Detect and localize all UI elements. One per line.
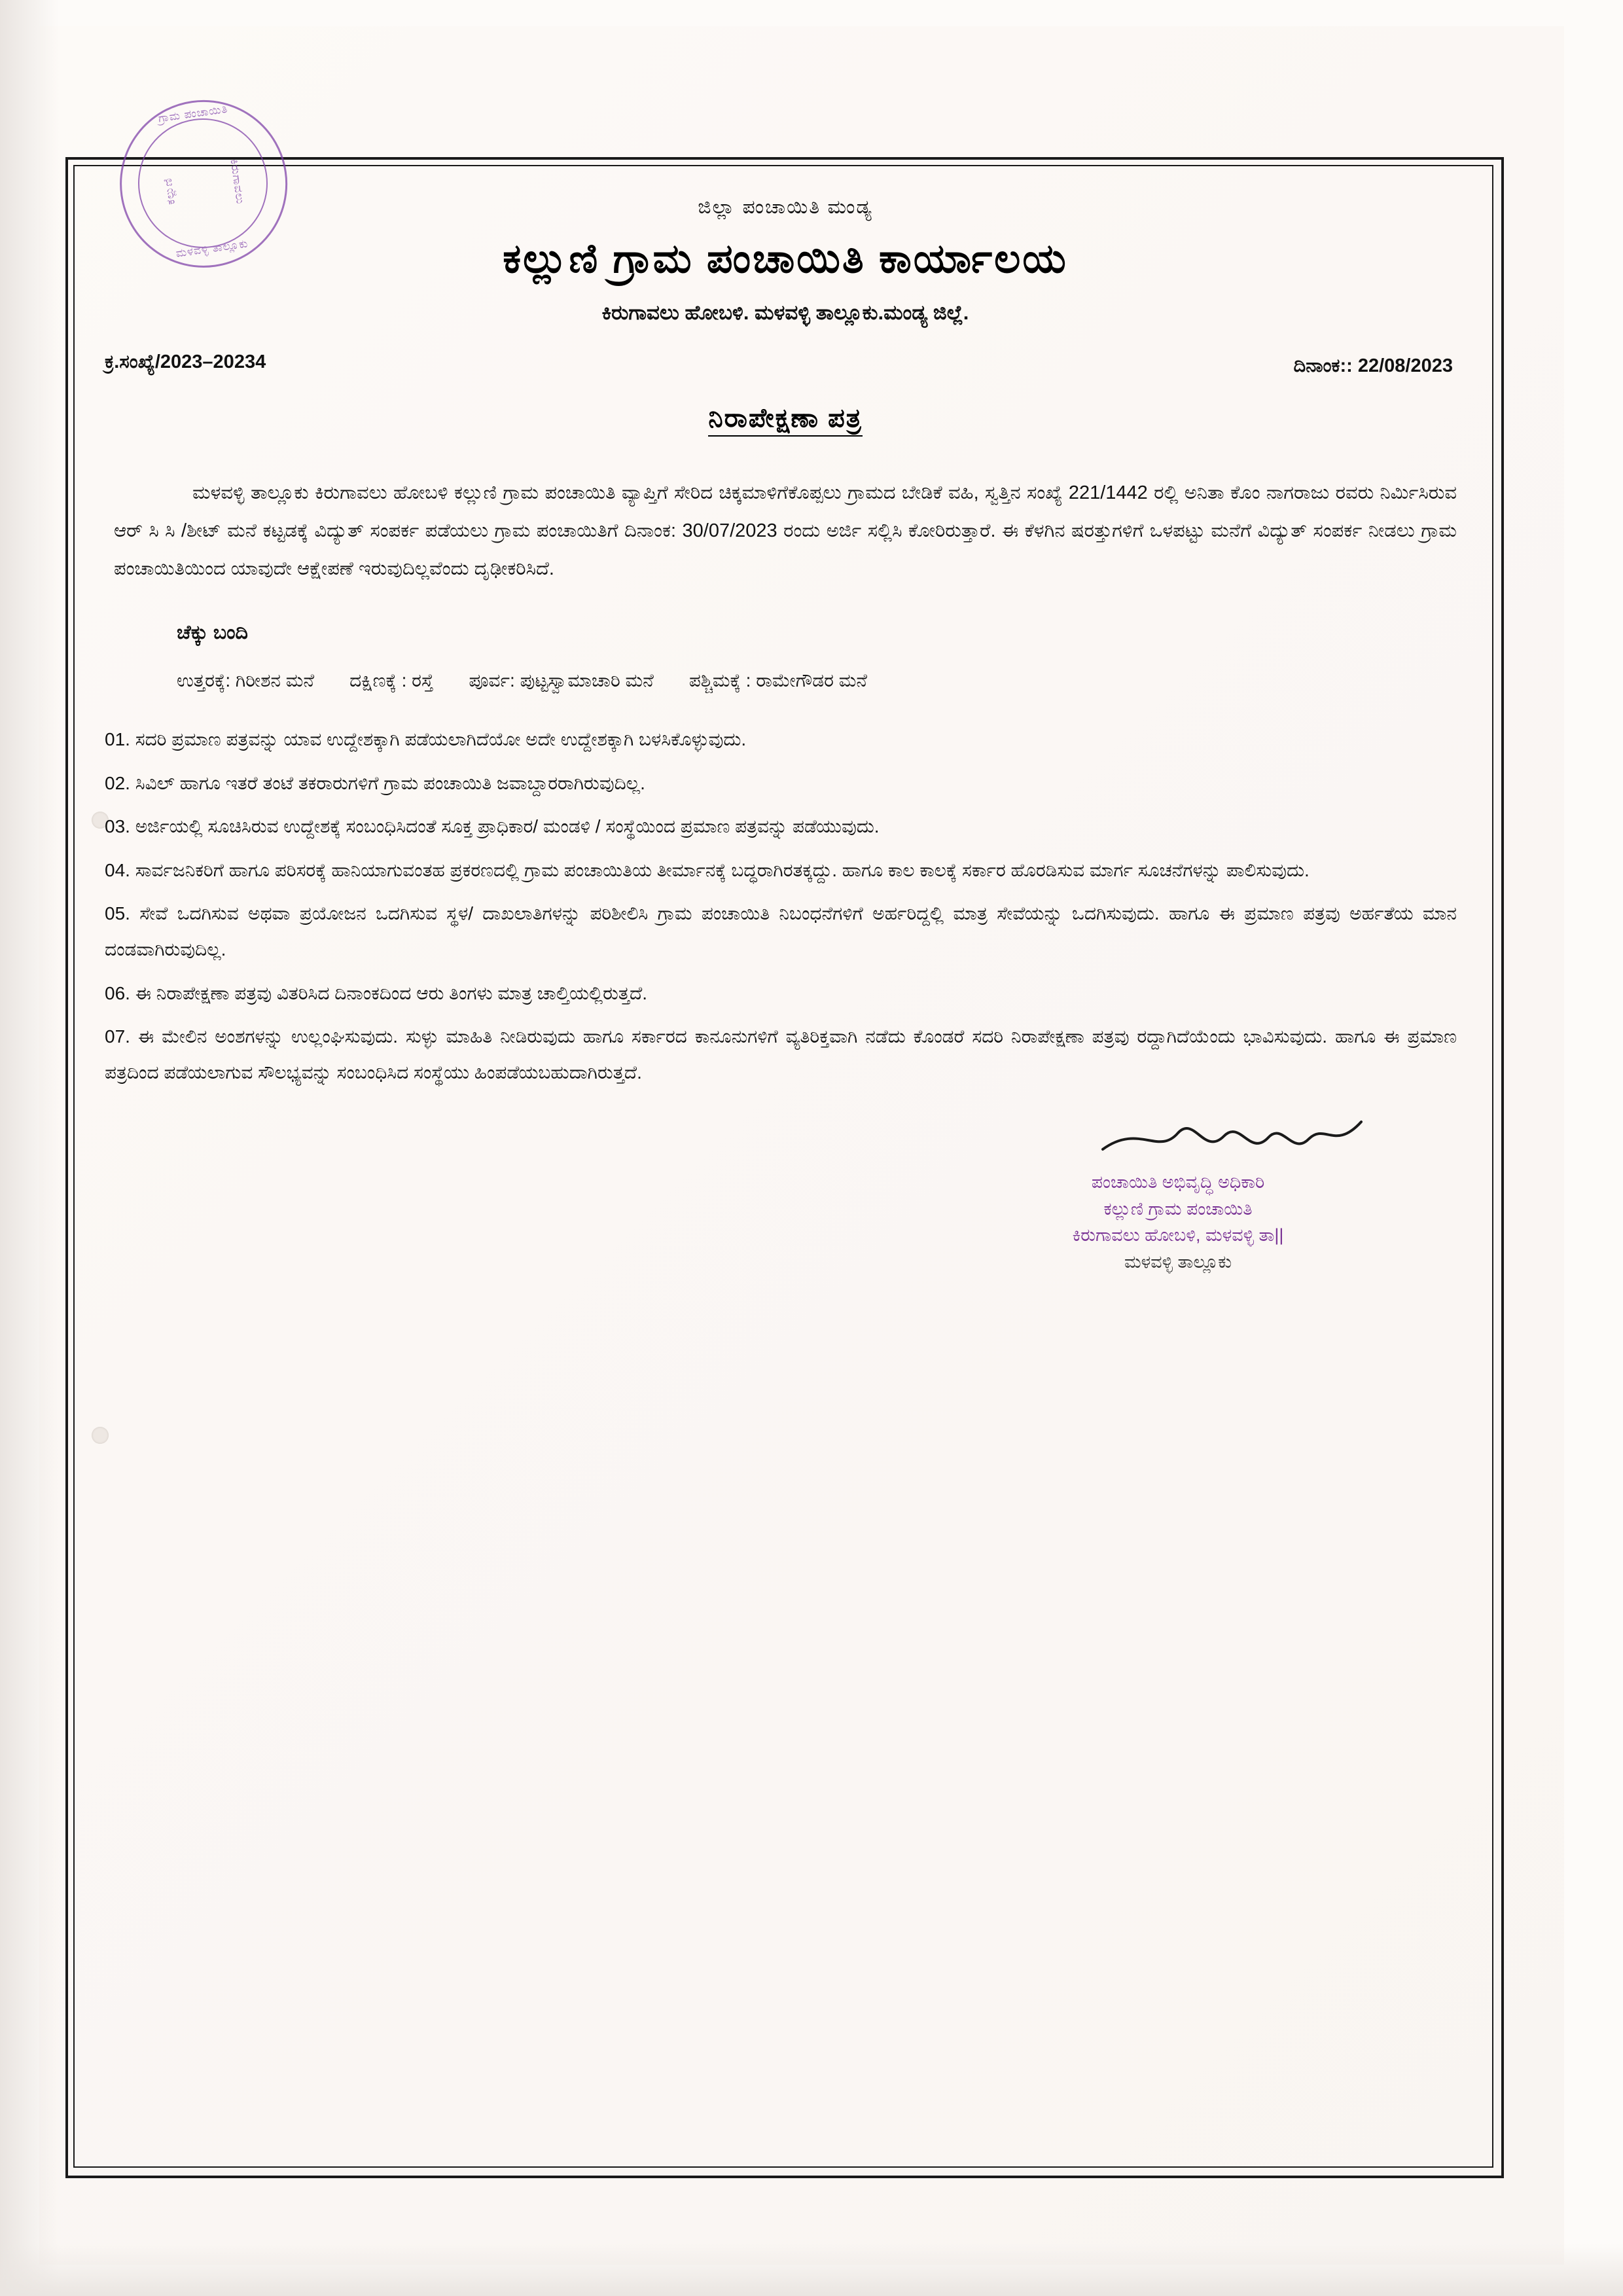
- conditions-list: [98, 722, 1472, 1090]
- condition-item: 05. ಸೇವೆ ಒದಗಿಸುವ ಅಥವಾ ಪ್ರಯೋಜನ ಒದಗಿಸುವ ಸ್ಥಳ/ ದಾಖಲಾತಿಗಳನ್ನು ಪರಿಶೀಲಿಸಿ ಗ್ರಾಮ ಪಂಚಾಯಿತಿ ನಿಬಂಧನೆಗಳಿಗೆ ಅರ್ಹರಿದ್ದಲ್ಲಿ ಮಾತ್ರ ಸೇವೆಯನ್ನು ಒದಗಿಸುವುದು. ಹಾಗೂ ಈ ಪ್ರಮಾಣ ಪತ್ರವು ಅರ್ಹತೆಯ ಮಾನ ದಂಡವಾಗಿರುವುದಿಲ್ಲ.: [105, 903, 1457, 960]
- condition-item: 04. ಸಾರ್ವಜನಿಕರಿಗೆ ಹಾಗೂ ಪರಿಸರಕ್ಕೆ ಹಾನಿಯಾಗುವಂತಹ ಪ್ರಕರಣದಲ್ಲಿ ಗ್ರಾಮ ಪಂಚಾಯಿತಿಯ ತೀರ್ಮಾನಕ್ಕೆ ಬದ್ಧರಾಗಿರತಕ್ಕದ್ದು. ಹಾಗೂ ಕಾಲ ಕಾಲಕ್ಕೆ ಸರ್ಕಾರ ಹೊರಡಿಸುವ ಮಾರ್ಗ ಸೂಚನೆಗಳನ್ನು ಪಾಲಿಸುವುದು.: [105, 859, 1310, 880]
- document-content: [98, 177, 1472, 2153]
- reference-label: ಕ್ರ.ಸಂಖ್ಯೆ: [105, 351, 155, 372]
- stamp-right-text: ಕಿರುಗಾವಲು: [228, 158, 247, 206]
- signature-line-1: ಪಂಚಾಯಿತಿ ಅಭಿವೃದ್ಧಿ ಅಧಿಕಾರಿ: [1091, 1172, 1265, 1193]
- condition-item: 06. ಈ ನಿರಾಪೇಕ್ಷಣಾ ಪತ್ರವು ವಿತರಿಸಿದ ದಿನಾಂಕದಿಂದ ಆರು ತಿಂಗಳು ಮಾತ್ರ ಚಾಲ್ತಿಯಲ್ಲಿರುತ್ತದೆ.: [105, 982, 648, 1003]
- boundary-list: [177, 670, 1472, 692]
- signature-block: [98, 1117, 1472, 1272]
- signature-line-4: ಮಳವಳ್ಳಿ ತಾಲ್ಲೂಕು: [1124, 1251, 1232, 1272]
- header-address-line: ಕಿರುಗಾವಲು ಹೋಬಳಿ. ಮಳವಳ್ಳಿ ತಾಲ್ಲೂಕು.ಮಂಡ್ಯ ಜಿಲ್ಲೆ.: [601, 301, 969, 324]
- header-district-line: ಜಿಲ್ಲಾ ಪಂಚಾಯಿತಿ ಮಂಡ್ಯ: [698, 196, 873, 218]
- stamp-left-text: ಕಲ್ಲುಣಿ: [161, 177, 177, 206]
- boundary-heading: ಚೆಕ್ಕು ಬಂದಿ: [177, 622, 248, 643]
- date-value: 22/08/2023: [1357, 355, 1453, 376]
- reference-value: /2023–20234: [154, 351, 266, 372]
- condition-item: 03. ಅರ್ಜಿಯಲ್ಲಿ ಸೂಚಿಸಿರುವ ಉದ್ದೇಶಕ್ಕೆ ಸಂಬಂಧಿಸಿದಂತೆ ಸೂಕ್ತ ಪ್ರಾಧಿಕಾರ/ ಮಂಡಳಿ / ಸಂಸ್ಥೆಯಿಂದ ಪ್ರಮಾಣ ಪತ್ರವನ್ನು ಪಡೆಯುವುದು.: [105, 816, 880, 837]
- subject-title: [98, 404, 1472, 433]
- date-label: ದಿನಾಂಕ::: [1293, 355, 1353, 376]
- meta-row: [98, 351, 1472, 382]
- condition-item: 01. ಸದರಿ ಪ್ರಮಾಣ ಪತ್ರವನ್ನು ಯಾವ ಉದ್ದೇಶಕ್ಕಾಗಿ ಪಡೆಯಲಾಗಿದೆಯೋ ಅದೇ ಉದ್ದೇಶಕ್ಕಾಗಿ ಬಳಸಿಕೊಳ್ಳುವುದು.: [105, 729, 747, 749]
- signature-designation: [949, 1169, 1407, 1275]
- subject-title-text: ನಿರಾಪೇಕ್ಷಣಾ ಪತ್ರ: [708, 404, 862, 437]
- signature-line-2: ಕಲ್ಲುಣಿ ಗ್ರಾಮ ಪಂಚಾಯಿತಿ: [1103, 1198, 1253, 1219]
- signature-line-3: ಕಿರುಗಾವಲು ಹೋಬಳಿ, ಮಳವಳ್ಳಿ ತಾ||: [1072, 1225, 1284, 1246]
- reference-number: [105, 351, 266, 373]
- body-paragraph: ಮಳವಳ್ಳಿ ತಾಲ್ಲೂಕು ಕಿರುಗಾವಲು ಹೋಬಳಿ ಕಲ್ಲುಣಿ ಗ್ರಾಮ ಪಂಚಾಯಿತಿ ವ್ಯಾಪ್ತಿಗೆ ಸೇರಿದ ಚಿಕ್ಕಮಾಳಿಗೆಕೊಪ್ಪಲು ಗ್ರಾಮದ ಬೇಡಿಕೆ ವಹಿ, ಸ್ವತ್ತಿನ ಸಂಖ್ಯೆ 221/1442 ರಲ್ಲಿ ಅನಿತಾ ಕೊಂ ನಾಗರಾಜು ರವರು ನಿರ್ಮಿಸಿರುವ ಆರ್ ಸಿ ಸಿ /ಶೀಟ್ ಮನೆ ಕಟ್ಟಡಕ್ಕೆ ವಿದ್ಯುತ್ ಸಂಪರ್ಕ ಪಡೆಯಲು ಗ್ರಾಮ ಪಂಚಾಯಿತಿಗೆ ದಿನಾಂಕ: 30/07/2023 ರಂದು ಅರ್ಜಿ ಸಲ್ಲಿಸಿ ಕೋರಿರುತ್ತಾರೆ. ಈ ಕೆಳಗಿನ ಷರತ್ತುಗಳಿಗೆ ಒಳಪಟ್ಟು ಮನೆಗೆ ವಿದ್ಯುತ್ ಸಂಪರ್ಕ ನೀಡಲು ಗ್ರಾಮ ಪಂಚಾಯಿತಿಯಿಂದ ಯಾವುದೇ ಆಕ್ಷೇಪಣೆ ಇರುವುದಿಲ್ಲವೆಂದು ದೃಢೀಕರಿಸಿದೆ.: [114, 482, 1457, 579]
- document-date: [1293, 355, 1453, 377]
- boundary-south: ದಕ್ಷಿಣಕ್ಕೆ : ರಸ್ತೆ: [349, 670, 434, 691]
- stamp-top-text: ಗ್ರಾಮ ಪಂಚಾಯಿತಿ: [157, 102, 229, 125]
- condition-item: 07. ಈ ಮೇಲಿನ ಅಂಶಗಳನ್ನು ಉಲ್ಲಂಘಿಸುವುದು. ಸುಳ್ಳು ಮಾಹಿತಿ ನೀಡಿರುವುದು ಹಾಗೂ ಸರ್ಕಾರದ ಕಾನೂನುಗಳಿಗೆ ವ್ಯತಿರಿಕ್ತವಾಗಿ ನಡೆದು ಕೊಂಡರೆ ಸದರಿ ನಿರಾಪೇಕ್ಷಣಾ ಪತ್ರವು ರದ್ದಾಗಿದೆಯೆಂದು ಭಾವಿಸುವುದು. ಹಾಗೂ ಈ ಪ್ರಮಾಣ ಪತ್ರದಿಂದ ಪಡೆಯಲಾಗುವ ಸೌಲಭ್ಯವನ್ನು ಸಂಬಂಧಿಸಿದ ಸಂಸ್ಥೆಯು ಹಿಂಪಡೆಯಬಹುದಾಗಿರುತ್ತದೆ.: [105, 1026, 1457, 1083]
- page-title: ಕಲ್ಲುಣಿ ಗ್ರಾಮ ಪಂಚಾಯಿತಿ ಕಾರ್ಯಾಲಯ: [503, 236, 1068, 281]
- condition-item: 02. ಸಿವಿಲ್ ಹಾಗೂ ಇತರೆ ತಂಟೆ ತಕರಾರುಗಳಿಗೆ ಗ್ರಾಮ ಪಂಚಾಯಿತಿ ಜವಾಬ್ದಾರರಾಗಿರುವುದಿಲ್ಲ.: [105, 772, 645, 793]
- boundary-north: ಉತ್ತರಕ್ಕೆ: ಗಿರೀಶನ ಮನೆ: [177, 670, 315, 691]
- boundary-east: ಪೂರ್ವ: ಪುಟ್ಟಸ್ವಾಮಾಚಾರಿ ಮನೆ: [469, 670, 654, 691]
- handwritten-signature: [1099, 1110, 1374, 1169]
- stamp-bottom-text: ಮಳವಳ್ಳಿ ತಾಲ್ಲೂಕು: [175, 237, 249, 260]
- boundary-west: ಪಶ್ಚಿಮಕ್ಕೆ : ರಾಮೇಗೌಡರ ಮನೆ: [688, 670, 868, 691]
